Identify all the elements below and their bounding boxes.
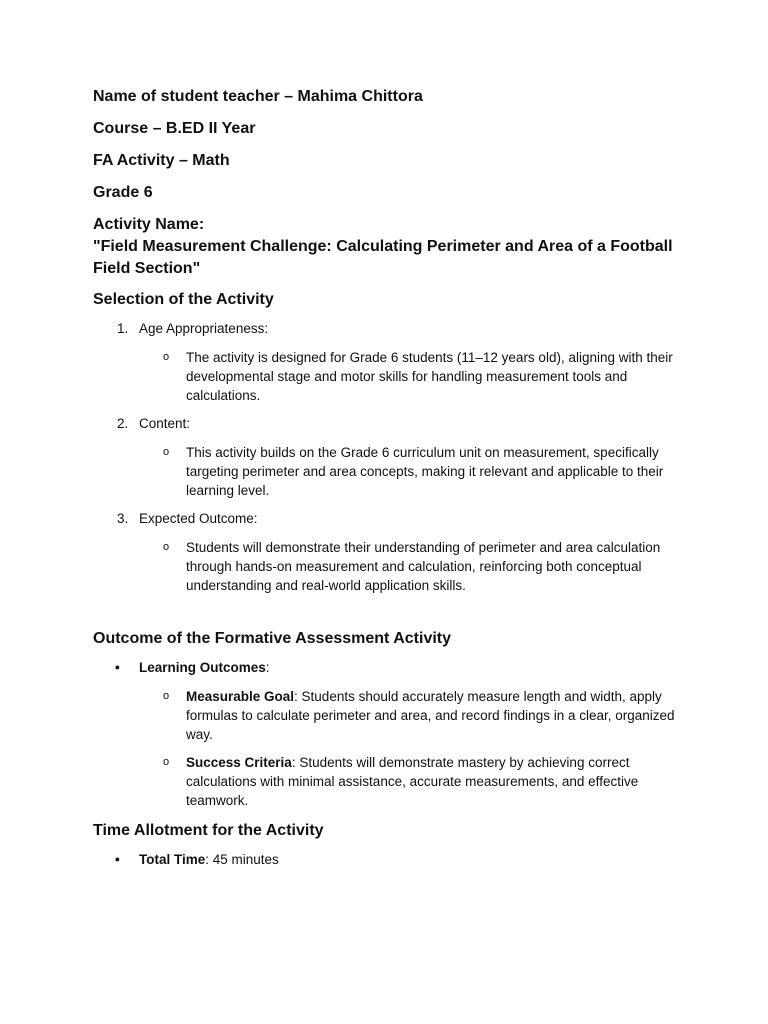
sub-list [139, 538, 683, 595]
sub-list-item [139, 443, 683, 500]
learning-outcomes-label: Learning Outcomes [139, 660, 266, 675]
circle-bullet-icon: o [163, 446, 170, 458]
activity-name-label: Activity Name: [93, 216, 205, 233]
section-spacer [93, 604, 683, 628]
sub-list-text: Students will demonstrate their understanding of perimeter and area calculation through hands-on measurement and calculation, reinforcing both conceptual understanding and real-world application skills. [186, 540, 661, 593]
sub-list [139, 687, 683, 810]
list-item-label: Content: [139, 416, 191, 431]
measurable-goal-text: : Students should accurately measure length and width, apply formulas to calculate perimeter and area, and record findings in a clear, organized way. [186, 689, 675, 742]
activity-name-title: "Field Measurement Challenge: Calculating Perimeter and Area of a Football Field Section" [93, 238, 673, 277]
sub-list-item [139, 538, 683, 595]
list-number: 3. [117, 511, 129, 526]
circle-bullet-icon: o [163, 541, 170, 553]
list-number: 2. [117, 416, 129, 431]
time-list [93, 850, 683, 869]
success-criteria-label: Success Criteria [186, 755, 292, 770]
list-item [93, 850, 683, 869]
document-page [93, 86, 683, 879]
measurable-goal-label: Measurable Goal [186, 689, 295, 704]
list-item [93, 509, 683, 595]
total-time-text: : 45 minutes [205, 852, 279, 867]
list-number: 1. [117, 321, 129, 336]
total-time-label: Total Time [139, 852, 206, 867]
fa-activity-line: FA Activity – Math [93, 152, 230, 169]
sub-list-item [139, 687, 683, 744]
list-item [93, 319, 683, 405]
outcome-list [93, 658, 683, 810]
list-item-label: Age Appropriateness: [139, 321, 269, 336]
success-criteria-text: : Students will demonstrate mastery by achieving correct calculations with minimal assistance, accurate measurements, and effective teamwork. [186, 755, 639, 808]
bullet-icon: • [115, 852, 120, 867]
circle-bullet-icon: o [163, 756, 170, 768]
selection-heading: Selection of the Activity [93, 291, 274, 308]
sub-list-item [139, 348, 683, 405]
list-item-label: Expected Outcome: [139, 511, 258, 526]
time-heading: Time Allotment for the Activity [93, 822, 324, 839]
course-line: Course – B.ED II Year [93, 120, 256, 137]
activity-name-block [93, 214, 683, 280]
circle-bullet-icon: o [163, 351, 170, 363]
sub-list-text: The activity is designed for Grade 6 students (11–12 years old), aligning with their developmental stage and motor skills for handling measurement tools and calculations. [186, 350, 673, 403]
outcome-heading: Outcome of the Formative Assessment Activity [93, 630, 452, 647]
list-item [93, 414, 683, 500]
sub-list-item [139, 753, 683, 810]
sub-list [139, 443, 683, 500]
sub-list [139, 348, 683, 405]
student-teacher-name: Name of student teacher – Mahima Chittora [93, 88, 423, 105]
grade-line: Grade 6 [93, 184, 153, 201]
circle-bullet-icon: o [163, 690, 170, 702]
sub-list-text: This activity builds on the Grade 6 curriculum unit on measurement, specifically targeting perimeter and area concepts, making it relevant and applicable to their learning level. [186, 445, 664, 498]
selection-list [93, 319, 683, 595]
bullet-icon: • [115, 660, 120, 675]
learning-outcomes-colon: : [265, 660, 270, 675]
list-item [93, 658, 683, 810]
